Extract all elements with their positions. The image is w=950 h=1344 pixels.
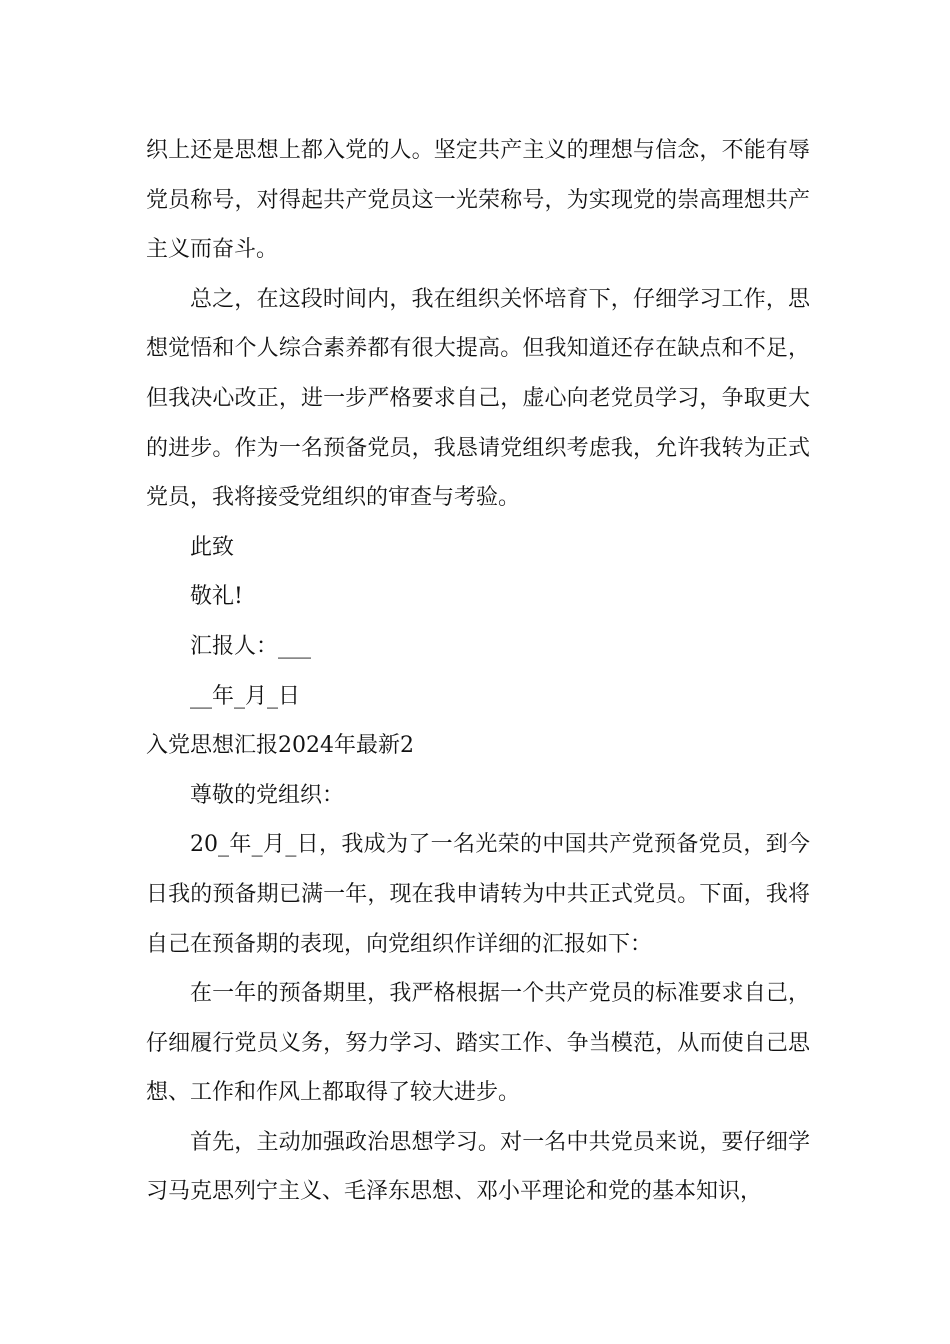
date-line: __年_月_日 <box>190 683 301 709</box>
paragraph-probation: 在一年的预备期里，我严格根据一个共产党员的标准要求自己，仔细履行党员义务，努力学习、踏实工作、争当模范，从而使自己思想、工作和作风上都取得了较大进步。 <box>146 981 810 1106</box>
paragraph-summary: 总之，在这段时间内，我在组织关怀培育下，仔细学习工作，思想觉悟和个人综合素养都有很大提高。但我知道还存在缺点和不足，但我决心改正，进一步严格要求自己，虚心向老党员学习，争取更大的进步。作为一名预备党员，我恳请党组织考虑我，允许我转为正式党员，我将接受党组织的审查与考验。 <box>146 286 810 511</box>
paragraph-first-point: 首先，主动加强政治思想学习。对一名中共党员来说，要仔细学习马克思列宁主义、毛泽东思想、邓小平理论和党的基本知识， <box>146 1129 810 1205</box>
document-body <box>146 126 810 1217</box>
closing-salutation: 此致 <box>190 534 235 560</box>
greeting: 尊敬的党组织： <box>190 782 345 808</box>
section-title: 入党思想汇报2024年最新2 <box>146 733 414 759</box>
closing-respect: 敬礼! <box>190 584 243 610</box>
paragraph-intro: 20_年_月_日，我成为了一名光荣的中国共产党预备党员，到今日我的预备期已满一年，现在我申请转为中共正式党员。下面，我将自己在预备期的表现，向党组织作详细的汇报如下： <box>146 832 810 957</box>
paragraph-continuation: 织上还是思想上都入党的人。坚定共产主义的理想与信念，不能有辱党员称号，对得起共产党员这一光荣称号，为实现党的崇高理想共产主义而奋斗。 <box>146 138 810 263</box>
reporter-line: 汇报人：___ <box>190 633 312 659</box>
